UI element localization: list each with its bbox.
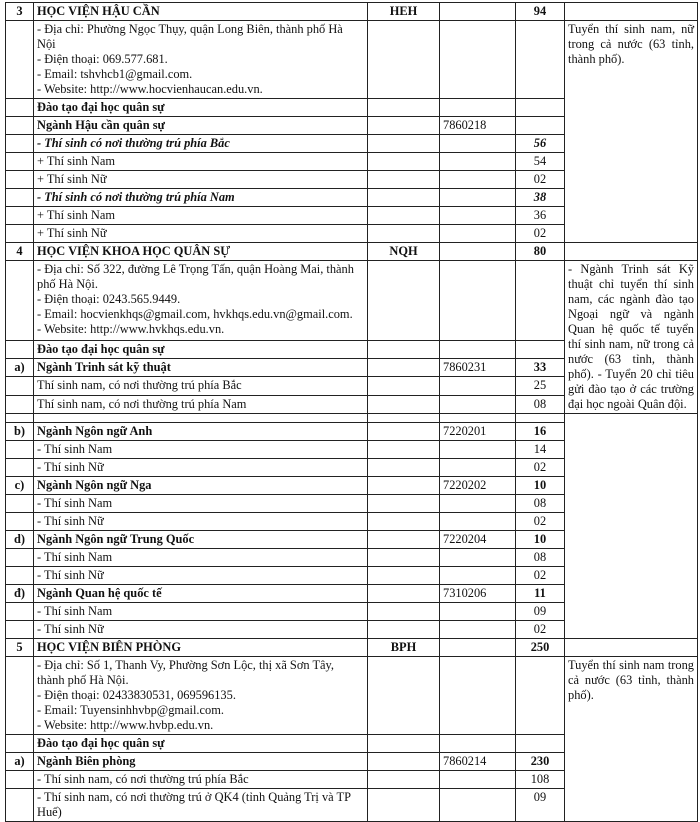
major-code: 7860231 xyxy=(440,358,516,376)
major-name: Ngành Ngôn ngữ Nga xyxy=(34,477,368,495)
info-total-cell xyxy=(516,261,565,341)
gap-cell xyxy=(34,414,368,423)
school-info-row xyxy=(6,657,698,735)
quota-index-cell xyxy=(6,189,34,207)
quota-value: 14 xyxy=(516,441,565,459)
major-total: 10 xyxy=(516,477,565,495)
school-total: 94 xyxy=(516,3,565,21)
major-school-code-cell xyxy=(368,585,440,603)
quota-value: 02 xyxy=(516,171,565,189)
contact-line: - Địa chỉ: Số 322, đường Lê Trọng Tấn, quận Hoàng Mai, thành phố Hà Nội. xyxy=(37,262,354,291)
contact-line: - Website: http://www.hocvienhaucan.edu.vn. xyxy=(37,82,263,96)
school-major-code xyxy=(440,243,516,261)
info-major-code-cell xyxy=(440,261,516,341)
training-major-code-cell xyxy=(440,99,516,117)
school-code: BPH xyxy=(368,639,440,657)
quota-index-cell xyxy=(6,459,34,477)
quota-value: 08 xyxy=(516,495,565,513)
quota-label: + Thí sinh Nữ xyxy=(34,225,368,243)
quota-label: - Thí sinh Nam xyxy=(34,603,368,621)
school-note-continuation xyxy=(565,414,698,639)
quota-school-code-cell xyxy=(368,603,440,621)
major-total: 33 xyxy=(516,358,565,376)
admissions-table xyxy=(5,2,698,822)
quota-index-cell xyxy=(6,789,34,822)
major-code: 7860218 xyxy=(440,117,516,135)
training-major-code-cell xyxy=(440,735,516,753)
training-number-cell xyxy=(6,99,34,117)
quota-value: 02 xyxy=(516,225,565,243)
training-total-cell xyxy=(516,99,565,117)
quota-major-code-cell xyxy=(440,441,516,459)
school-info-row xyxy=(6,261,698,341)
school-number: 4 xyxy=(6,243,34,261)
quota-index-cell xyxy=(6,377,34,395)
contact-line: - Điện thoại: 02433830531, 069596135. xyxy=(37,688,236,702)
major-index: a) xyxy=(6,753,34,771)
quota-value: 08 xyxy=(516,395,565,413)
major-code: 7310206 xyxy=(440,585,516,603)
quota-major-code-cell xyxy=(440,395,516,413)
major-school-code-cell xyxy=(368,753,440,771)
quota-label: Thí sinh nam, có nơi thường trú phía Bắc xyxy=(34,377,368,395)
major-total: 230 xyxy=(516,753,565,771)
quota-index-cell xyxy=(6,495,34,513)
contact-line: - Email: tshvhcb1@gmail.com. xyxy=(37,67,193,81)
info-code-cell xyxy=(368,657,440,735)
training-type: Đào tạo đại học quân sự xyxy=(34,99,368,117)
school-code: NQH xyxy=(368,243,440,261)
quota-school-code-cell xyxy=(368,395,440,413)
quota-label: - Thí sinh nam, có nơi thường trú phía Bắc xyxy=(34,771,368,789)
major-name: Ngành Quan hệ quốc tế xyxy=(34,585,368,603)
quota-school-code-cell xyxy=(368,377,440,395)
school-name: HỌC VIỆN BIÊN PHÒNG xyxy=(34,639,368,657)
quota-major-code-cell xyxy=(440,603,516,621)
quota-label: - Thí sinh có nơi thường trú phía Nam xyxy=(34,189,368,207)
major-total: 16 xyxy=(516,423,565,441)
quota-school-code-cell xyxy=(368,789,440,822)
quota-school-code-cell xyxy=(368,441,440,459)
quota-school-code-cell xyxy=(368,771,440,789)
training-number-cell xyxy=(6,340,34,358)
quota-label: + Thí sinh Nam xyxy=(34,207,368,225)
quota-school-code-cell xyxy=(368,513,440,531)
quota-major-code-cell xyxy=(440,495,516,513)
quota-school-code-cell xyxy=(368,135,440,153)
quota-index-cell xyxy=(6,395,34,413)
quota-index-cell xyxy=(6,771,34,789)
major-school-code-cell xyxy=(368,358,440,376)
quota-label: Thí sinh nam, có nơi thường trú phía Nam xyxy=(34,395,368,413)
quota-index-cell xyxy=(6,225,34,243)
contact-line: - Địa chỉ: Số 1, Thanh Vy, Phường Sơn Lộc, thị xã Sơn Tây, thành phố Hà Nội. xyxy=(37,658,335,687)
training-major-code-cell xyxy=(440,340,516,358)
quota-major-code-cell xyxy=(440,549,516,567)
major-index xyxy=(6,117,34,135)
quota-label: - Thí sinh có nơi thường trú phía Bắc xyxy=(34,135,368,153)
quota-major-code-cell xyxy=(440,135,516,153)
major-name: Ngành Hậu cần quân sự xyxy=(34,117,368,135)
quota-index-cell xyxy=(6,549,34,567)
quota-value: 02 xyxy=(516,459,565,477)
quota-label: - Thí sinh Nữ xyxy=(34,567,368,585)
school-header-row xyxy=(6,639,698,657)
major-name: Ngành Trinh sát kỹ thuật xyxy=(34,358,368,376)
school-code: HEH xyxy=(368,3,440,21)
quota-major-code-cell xyxy=(440,207,516,225)
quota-label: - Thí sinh Nữ xyxy=(34,459,368,477)
major-name: Ngành Biên phòng xyxy=(34,753,368,771)
info-major-code-cell xyxy=(440,657,516,735)
quota-index-cell xyxy=(6,621,34,639)
quota-label: - Thí sinh Nữ xyxy=(34,621,368,639)
major-index: d) xyxy=(6,531,34,549)
section-gap-row xyxy=(6,414,698,423)
quota-major-code-cell xyxy=(440,513,516,531)
quota-label: - Thí sinh Nam xyxy=(34,495,368,513)
quota-major-code-cell xyxy=(440,171,516,189)
major-school-code-cell xyxy=(368,477,440,495)
quota-label: - Thí sinh Nam xyxy=(34,549,368,567)
quota-value: 56 xyxy=(516,135,565,153)
major-total xyxy=(516,117,565,135)
quota-school-code-cell xyxy=(368,153,440,171)
quota-major-code-cell xyxy=(440,459,516,477)
school-contact-info xyxy=(34,657,368,735)
school-header-row xyxy=(6,3,698,21)
info-total-cell xyxy=(516,21,565,99)
quota-value: 02 xyxy=(516,621,565,639)
training-code-cell xyxy=(368,99,440,117)
quota-index-cell xyxy=(6,135,34,153)
training-total-cell xyxy=(516,340,565,358)
quota-index-cell xyxy=(6,441,34,459)
major-school-code-cell xyxy=(368,117,440,135)
info-code-cell xyxy=(368,261,440,341)
major-total: 11 xyxy=(516,585,565,603)
training-code-cell xyxy=(368,735,440,753)
school-note-empty xyxy=(565,243,698,261)
training-number-cell xyxy=(6,735,34,753)
quota-school-code-cell xyxy=(368,207,440,225)
admissions-table-body xyxy=(6,3,698,822)
quota-school-code-cell xyxy=(368,189,440,207)
school-total: 250 xyxy=(516,639,565,657)
quota-major-code-cell xyxy=(440,377,516,395)
quota-index-cell xyxy=(6,603,34,621)
school-note-empty xyxy=(565,3,698,21)
quota-major-code-cell xyxy=(440,225,516,243)
school-note: - Ngành Trinh sát Kỹ thuật chỉ tuyển thí sinh nam, các ngành đào tạo Ngoại ngữ và ngành Quan hệ quốc tế tuyển thí sinh nam, nữ trong cả nước (63 tỉnh, thành phố). - Tuyển 20 chỉ tiêu gửi đào tạo ở các trường đại học ngoài Quân đội. xyxy=(565,261,698,414)
major-school-code-cell xyxy=(368,531,440,549)
school-note: Tuyển thí sinh nam, nữ trong cả nước (63 tỉnh, thành phố). xyxy=(565,21,698,243)
school-info-row xyxy=(6,21,698,99)
quota-index-cell xyxy=(6,513,34,531)
gap-cell xyxy=(6,414,34,423)
quota-major-code-cell xyxy=(440,153,516,171)
major-total: 10 xyxy=(516,531,565,549)
quota-label: - Thí sinh nam, có nơi thường trú ở QK4 (tỉnh Quảng Trị và TP Huế) xyxy=(34,789,368,822)
quota-major-code-cell xyxy=(440,567,516,585)
gap-cell xyxy=(368,414,440,423)
quota-major-code-cell xyxy=(440,789,516,822)
school-major-code xyxy=(440,639,516,657)
info-major-code-cell xyxy=(440,21,516,99)
quota-school-code-cell xyxy=(368,225,440,243)
gap-cell xyxy=(516,414,565,423)
training-type: Đào tạo đại học quân sự xyxy=(34,735,368,753)
quota-major-code-cell xyxy=(440,189,516,207)
quota-school-code-cell xyxy=(368,621,440,639)
school-number: 5 xyxy=(6,639,34,657)
quota-index-cell xyxy=(6,207,34,225)
quota-value: 38 xyxy=(516,189,565,207)
school-number: 3 xyxy=(6,3,34,21)
major-index: c) xyxy=(6,477,34,495)
info-number-cell xyxy=(6,21,34,99)
info-code-cell xyxy=(368,21,440,99)
quota-major-code-cell xyxy=(440,771,516,789)
major-name: Ngành Ngôn ngữ Trung Quốc xyxy=(34,531,368,549)
quota-school-code-cell xyxy=(368,567,440,585)
quota-value: 09 xyxy=(516,603,565,621)
major-code: 7220202 xyxy=(440,477,516,495)
quota-index-cell xyxy=(6,171,34,189)
major-code: 7220204 xyxy=(440,531,516,549)
school-name: HỌC VIỆN HẬU CẦN xyxy=(34,3,368,21)
major-school-code-cell xyxy=(368,423,440,441)
contact-line: - Điện thoại: 069.577.681. xyxy=(37,52,168,66)
quota-label: + Thí sinh Nữ xyxy=(34,171,368,189)
contact-line: - Điện thoại: 0243.565.9449. xyxy=(37,292,181,306)
quota-label: + Thí sinh Nam xyxy=(34,153,368,171)
quota-value: 02 xyxy=(516,567,565,585)
school-name: HỌC VIỆN KHOA HỌC QUÂN SỰ xyxy=(34,243,368,261)
quota-value: 09 xyxy=(516,789,565,822)
quota-value: 25 xyxy=(516,377,565,395)
training-total-cell xyxy=(516,735,565,753)
quota-major-code-cell xyxy=(440,621,516,639)
contact-line: - Website: http://www.hvbp.edu.vn. xyxy=(37,718,214,732)
major-index: đ) xyxy=(6,585,34,603)
contact-line: - Email: Tuyensinhhvbp@gmail.com. xyxy=(37,703,224,717)
school-contact-info xyxy=(34,261,368,341)
info-number-cell xyxy=(6,657,34,735)
quota-value: 108 xyxy=(516,771,565,789)
info-number-cell xyxy=(6,261,34,341)
school-note-empty xyxy=(565,639,698,657)
training-type: Đào tạo đại học quân sự xyxy=(34,340,368,358)
school-total: 80 xyxy=(516,243,565,261)
contact-line: - Email: hocvienkhqs@gmail.com, hvkhqs.edu.vn@gmail.com. xyxy=(37,307,353,321)
quota-label: - Thí sinh Nữ xyxy=(34,513,368,531)
info-total-cell xyxy=(516,657,565,735)
training-code-cell xyxy=(368,340,440,358)
quota-school-code-cell xyxy=(368,495,440,513)
quota-index-cell xyxy=(6,153,34,171)
quota-label: - Thí sinh Nam xyxy=(34,441,368,459)
major-code: 7860214 xyxy=(440,753,516,771)
contact-line: - Website: http://www.hvkhqs.edu.vn. xyxy=(37,322,225,336)
quota-value: 54 xyxy=(516,153,565,171)
quota-value: 02 xyxy=(516,513,565,531)
school-major-code xyxy=(440,3,516,21)
quota-value: 36 xyxy=(516,207,565,225)
contact-line: - Địa chỉ: Phường Ngọc Thụy, quận Long Biên, thành phố Hà Nội xyxy=(37,22,343,51)
quota-value: 08 xyxy=(516,549,565,567)
major-code: 7220201 xyxy=(440,423,516,441)
school-contact-info xyxy=(34,21,368,99)
quota-school-code-cell xyxy=(368,459,440,477)
school-header-row xyxy=(6,243,698,261)
major-index: a) xyxy=(6,358,34,376)
quota-index-cell xyxy=(6,567,34,585)
major-name: Ngành Ngôn ngữ Anh xyxy=(34,423,368,441)
school-note: Tuyển thí sinh nam trong cả nước (63 tỉnh, thành phố). xyxy=(565,657,698,822)
quota-school-code-cell xyxy=(368,549,440,567)
quota-school-code-cell xyxy=(368,171,440,189)
gap-cell xyxy=(440,414,516,423)
major-index: b) xyxy=(6,423,34,441)
